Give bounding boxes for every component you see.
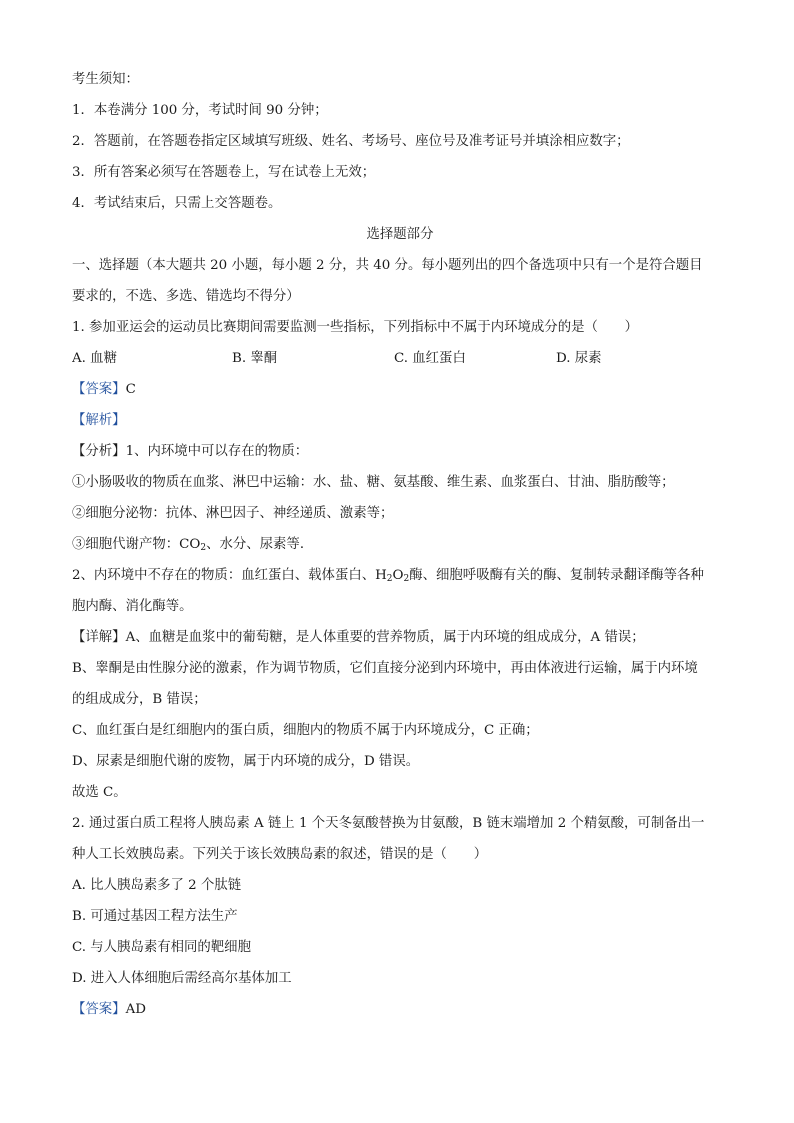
q1-answer: [72, 374, 728, 405]
q2-option-a: A. 比人胰岛素多了 2 个肽链: [72, 878, 242, 893]
q2-stem-cont: 种人工长效胰岛素。下列关于该长效胰岛素的叙述，错误的是（ ）: [72, 847, 488, 862]
answer-value: AD: [125, 1002, 146, 1017]
q1-option-b: B. 睾酮: [232, 351, 278, 366]
xiangjie-tag: 【详解】: [72, 630, 126, 645]
q2-option-d: D. 进入人体细胞后需经高尔基体加工: [72, 971, 292, 986]
xiangjie-text: A、血糖是血浆中的葡萄糖，是人体重要的营养物质，属于内环境的组成成分，A 错误；: [125, 630, 645, 645]
fenxi-text: 2、内环境中不存在的物质：血红蛋白、载体蛋白、H: [72, 568, 387, 583]
part-one-heading-cont: 要求的，不选、多选、错选均不得分）: [72, 289, 300, 304]
q1-fenxi-6: 胞内酶、消化酶等。: [72, 599, 193, 614]
subscript: 2: [200, 543, 207, 553]
notice-item-4: 4．考试结束后，只需上交答题卷。: [72, 196, 282, 211]
q1-option-a: A. 血糖: [72, 351, 117, 366]
fenxi-text: 酶、细胞呼吸酶有关的酶、复制转录翻译酶等各种: [409, 568, 704, 583]
q1-fenxi-2: ①小肠吸收的物质在血浆、淋巴中运输：水、盐、糖、氨基酸、维生素、血浆蛋白、甘油、脂肪酸等；: [72, 475, 675, 490]
answer-value: C: [125, 382, 136, 397]
fenxi-text: O: [392, 568, 404, 583]
subscript: 2: [386, 574, 393, 584]
analysis-tag: 【解析】: [72, 413, 126, 428]
q1-option-d: D. 尿素: [556, 351, 602, 366]
notice-title: 考生须知：: [72, 72, 139, 87]
notice-item-3: 3．所有答案必须写在答题卷上，写在试卷上无效；: [72, 165, 376, 180]
answer-tag: 【答案】: [72, 382, 126, 397]
q1-fenxi-5: [72, 560, 728, 591]
q1-conclusion: 故选 C。: [72, 785, 127, 800]
q1-xiangjie-b: B、睾酮是由性腺分泌的激素，作为调节物质，它们直接分泌到内环境中，再由体液进行运输，属于内环境: [72, 661, 698, 676]
q2-option-b: B. 可通过基因工程方法生产: [72, 909, 238, 924]
fenxi-text: 、水分、尿素等．: [206, 537, 314, 552]
q1-xiangjie-c: C、血红蛋白是红细胞内的蛋白质，细胞内的物质不属于内环境成分，C 正确；: [72, 723, 539, 738]
document-page: [72, 64, 728, 1025]
q1-options: [72, 343, 728, 374]
fenxi-tag: 【分析】: [72, 444, 126, 459]
q2-stem: 2. 通过蛋白质工程将人胰岛素 A 链上 1 个天冬氨酸替换为甘氨酸，B 链末端增加 2 个精氨酸，可制备出一: [72, 816, 705, 831]
fenxi-text: ③细胞代谢产物：CO: [72, 537, 201, 552]
subscript: 2: [403, 574, 410, 584]
q1-fenxi-3: ②细胞分泌物：抗体、淋巴因子、神经递质、激素等；: [72, 506, 394, 521]
q2-option-c: C. 与人胰岛素有相同的靶细胞: [72, 940, 251, 955]
q1-stem: 1. 参加亚运会的运动员比赛期间需要监测一些指标，下列指标中不属于内环境成分的是（ ）: [72, 320, 639, 335]
notice-item-2: 2．答题前，在答题卷指定区域填写班级、姓名、考场号、座位号及准考证号并填涂相应数字；: [72, 134, 630, 149]
q1-xiangjie-d: D、尿素是细胞代谢的废物，属于内环境的成分，D 错误。: [72, 754, 420, 769]
section-title: 选择题部分: [366, 227, 434, 242]
q1-option-c: C. 血红蛋白: [394, 351, 466, 366]
q1-fenxi-4: [72, 529, 728, 560]
part-one-heading: 一、选择题（本大题共 20 小题，每小题 2 分，共 40 分。每小题列出的四个备选项中只有一个是符合题目: [72, 258, 703, 273]
q1-fenxi-1: [72, 436, 728, 467]
fenxi-text: 1、内环境中可以存在的物质：: [125, 444, 309, 459]
answer-tag: 【答案】: [72, 1002, 126, 1017]
notice-item-1: 1．本卷满分 100 分，考试时间 90 分钟；: [72, 103, 328, 118]
q2-answer: [72, 994, 728, 1025]
q1-xiangjie-a: [72, 622, 728, 653]
q1-xiangjie-b-cont: 的组成成分，B 错误；: [72, 692, 207, 707]
q1-analysis-tag: [72, 405, 728, 436]
